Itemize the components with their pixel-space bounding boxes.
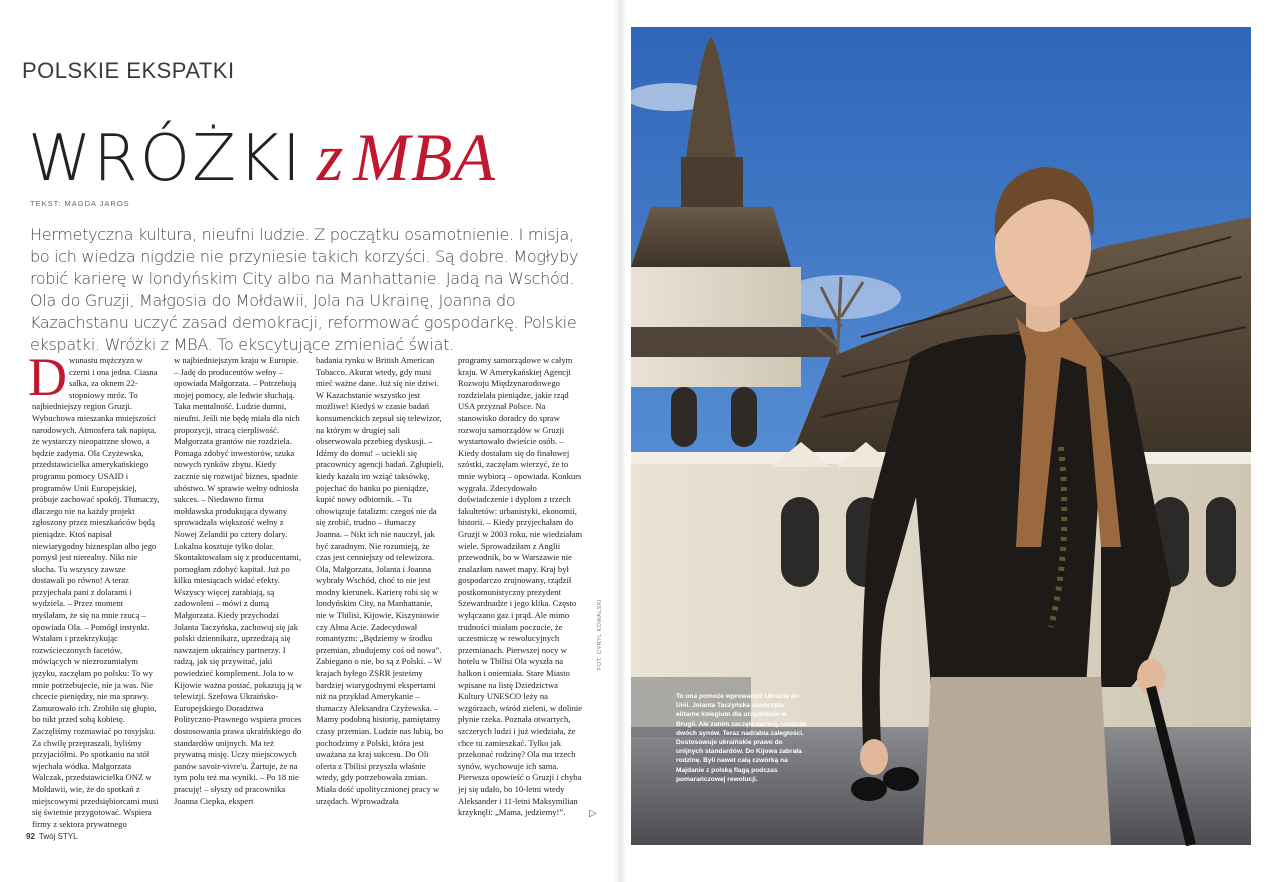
headline-part3: MBA [353, 119, 496, 195]
body-column-4 [458, 355, 586, 817]
continue-arrow-icon: ▷ [589, 808, 597, 819]
page-number: 92 [26, 832, 35, 841]
page-footer [26, 832, 78, 841]
page-gutter [612, 0, 626, 882]
photo-credit: FOT. CYRYL KOWALSKI [597, 598, 603, 670]
section-label: POLSKIE EKSPATKI [22, 58, 235, 83]
body-columns [28, 347, 587, 829]
photo-caption: To ona pomoże wprowadzić Ukrainę do Unii. Jolanta Taczyńska skończyła elitarne kolegium dla urzędników w Brugii. Ale zanim zaczęła karierę, urodziła dwóch synów. Teraz nadrabia zaległości. Dostosowuje ukraińskie prawo do unijnych standardów. Do Kijowa zabrała rodzinę. Byli nawet całą czwórką na Majdanie z polską flagą podczas pomarańczowej rewolucji. [676, 693, 807, 783]
body-text-2: w najbiedniejszym kraju w Europie. – Jadę do producentów wełny – opowiada Małgorzata. – Potrzebują mojej pomocy, ale ledwie słuchają. Taka mentalność. Ludzie dumni, nieufni. Jeśli nie będę miała dla nich propozycji, stracą cierpliwość. Małgorzata grantów nie rozdziela. Pomaga zdobyć inwestorów, szuka nowych rynków zbytu. Kiedy zacznie się rozwijać biznes, spadnie ubóstwo. W sprawie wełny odniosła sukces. – Niedawno firma mołdawska produkująca dywany sprowadzała większość wełny z Nowej Zelandii po cztery dolary. Lokalna kosztuje tylko dolar. Skontaktowałam się z producentami, pomogłam zdobyć kapitał. Już po kilku miesiącach widać efekty. Wszyscy więcej zarabiają, są zadowoleni – mówi z dumą Małgorzata. Kiedy przychodzi Jolanta Taczyńska, zachowuj się jak polski dziennikarz, uprzedzają się nawzajem ukraińscy partnerzy. I radzą, jak się przywitać, jaki powiedzieć komplement. Jola to w Kijowie ważna postać, pokazują ją w telewizji. Szefowa Ukraińsko-Europejskiego Doradztwa Polityczno-Prawnego wspiera proces dostosowania prawa ukraińskiego do standardów unijnych. Ma też prywatną misję. Uczy miejscowych panów savoir-vivre'u. Żartuje, że na tym polu też ma wyniki. – Po 18 nie pracuję! – słyszy od pracownika Joanna Ciepka, ekspert [174, 355, 302, 806]
body-column-3 [316, 355, 444, 817]
drop-cap: D [28, 347, 67, 407]
body-text-4: programy samorządowe w całym kraju. W Amerykańskiej Agencji Rozwoju Międzynarodowego rozdzielała pieniądze, jakie rząd USA przyznał Polsce. Na stanowisko doradcy do spraw rozwoju samorządów w Gruzji wystartowało dwieście osób. – Kiedy dostałam się do finałowej szóstki, zaczęłam wierzyć, że to mnie wybiorą – opowiada. Konkurs wygrała. Zdecydowało doświadczenie i dyplom z trzech fakultetów: urbanistyki, ekonomii, historii. – Kiedy przyjechałam do Gruzji w 2003 roku, nie wiedziałam wiele. Sprowadziłam z Anglii przewodnik, bo w Warszawie nie znalazłam nawet mapy. Kraj był gospodarczo zrujnowany, rządził postkomunistyczny prezydent Szewardnadze i jego klika. Często wyłączano gaz i prąd. Ale mimo trudności miałam poczucie, że uczestniczę w rewolucyjnych przemianach. Pierwszej nocy w hotelu w Tbilisi Ola wyszła na balkon i oniemiała. Stare Miasto wpisane na listę Dziedzictwa Kultury UNESCO leży na wzgórzach, wśród zieleni, w dolinie płynie rzeka. Poznała otwartych, szczerych ludzi i już wiedziała, że chce tu zamieszkać. Tylko jak przekonać rodzinę? Ola ma trzech synów, wychowuje ich sama. Pierwsza opowieść o Gruzji i chyba jej się udało, bo 10-letni wtedy Aleksander i 11-letni Maksymilian krzyknęli: „Mama, jedziemy!”. [458, 355, 583, 818]
headline-part2: z [316, 119, 344, 195]
body-text-1: wunastu mężczyzn w czerni i ona jedna. Ciasna salka, za oknem 22-stopniowy mróz. To najbiedniejszy region Gruzji. Wybuchowa mieszanka mniejszości narodowych. Atmosfera tak napięta, że wystarczy nieopatrzne słowo, a będzie zadyma. Ola Czyżewska, przedstawicielka amerykańskiego programu pomocy USAID i programów Unii Europejskiej, próbuje zachować spokój. Tłumaczy, dlaczego nie na każdy projekt zgłoszony przez mieszkańców będą pieniądze. Ktoś napisał niewiarygodny biznesplan albo jego pomysł jest nierealny. Nikt nie słucha. Tu wszyscy zawsze dostawali po równo! A teraz przyjechała pani z dolarami i wydziela. – Przez moment myślałam, że się na mnie rzucą – opowiada Ola. – Pomógł instynkt. Wstałam i przekrzykując rozwścieczonych facetów, mówiących w niezrozumiałym języku, zaczęłam po polsku: To wy mnie potrzebujecie, nie ja was. Nie chcecie pieniędzy, nie ma sprawy. Zamurowało ich. Zrobiło się głupio, bo nikt przed sobą kobietę. Zaczęliśmy rozmawiać po rosyjsku. Za chwilę przepraszali, byliśmy przyjaciółmi. Po spotkaniu na stół wjechała wódka. Małgorzata Walczak, przedstawicielka ONZ w Mołdawii, wie, że do spotkań z miejscowymi przedsiębiorcami musi się świetnie przygotować. Wspiera firmy z sektora prywatnego [32, 355, 160, 829]
magazine-name: Twój STYL [38, 832, 78, 841]
body-column-1 [28, 347, 160, 829]
lead-paragraph: Hermetyczna kultura, nieufni ludzie. Z początku osamotnienie. I misja, bo ich wiedza nigdzie nie przyniesie takich korzyści. Są dobre. Mogłyby robić karierę w londyńskim City albo na Manhattanie. Jadą na Wschód. Ola do Gruzji, Małgosia do Mołdawii, Jola na Ukrainę, Joanna do Kazachstanu uczyć zasad demokracji, reformować gospodarkę. Polskie ekspatki. Wróżki z MBA. To ekscytujące zmieniać świat. [30, 225, 579, 354]
body-text-3: badania rynku w British American Tobacco. Akurat wtedy, gdy musi mieć ważne dane. Już się nie dziwi. W Kazachstanie wszystko jest możliwe! Kiedyś w czasie badań konsumenckich zepsuł się telewizor, na którym w drugiej sali obserwowała przebieg dyskusji. – Idźmy do domu! – uciekli się pracownicy agencji badań. Zgłupieli, kiedy kazała im wziąć taksówkę, pojechać do banku po pieniądze, kupić nowy odbiornik. – Tu obowiązuje fatalizm: czegoś nie da się zrobić, trudno – tłumaczy Joanna. – Nikt ich nie nauczył, jak być zaradnym. Nie rozumieją, że czas jest cenniejszy od telewizora. Ola, Małgorzata, Jolanta i Joanna wybrały Wschód, choć to nie jest modny kierunek. Karierę robi się w londyńskim City, na Manhattanie, nie w Tbilisi, Kijowie, Kiszyniowie czy Ałma Acie. Zadecydował romantyzm: „Będziemy w środku przemian, zbudujemy coś od nowa”. Zabiegano o nie, bo są z Polski. – W krajach byłego ZSRR jesteśmy bardziej wiarygodnymi ekspertami niż na przykład Amerykanie – tłumaczy Aleksandra Czyżewska. – Mamy podobną historię, pamiętamy czasy przemian. Ludzie nas lubią, bo pochodzimy z Polski, która jest uważana za kraj sukcesu. Do Oli oferta z Tbilisi przyszła właśnie wtedy, gdy potrzebowała zmian. Miała dość upolitycznionej pracy w urzędach. Wprowadzała [316, 355, 444, 806]
byline: TEKST: MAGDA JAROS [30, 199, 130, 208]
body-column-2 [174, 355, 302, 817]
headline-part1: WRÓŻKI [28, 122, 303, 196]
headline [28, 118, 496, 198]
